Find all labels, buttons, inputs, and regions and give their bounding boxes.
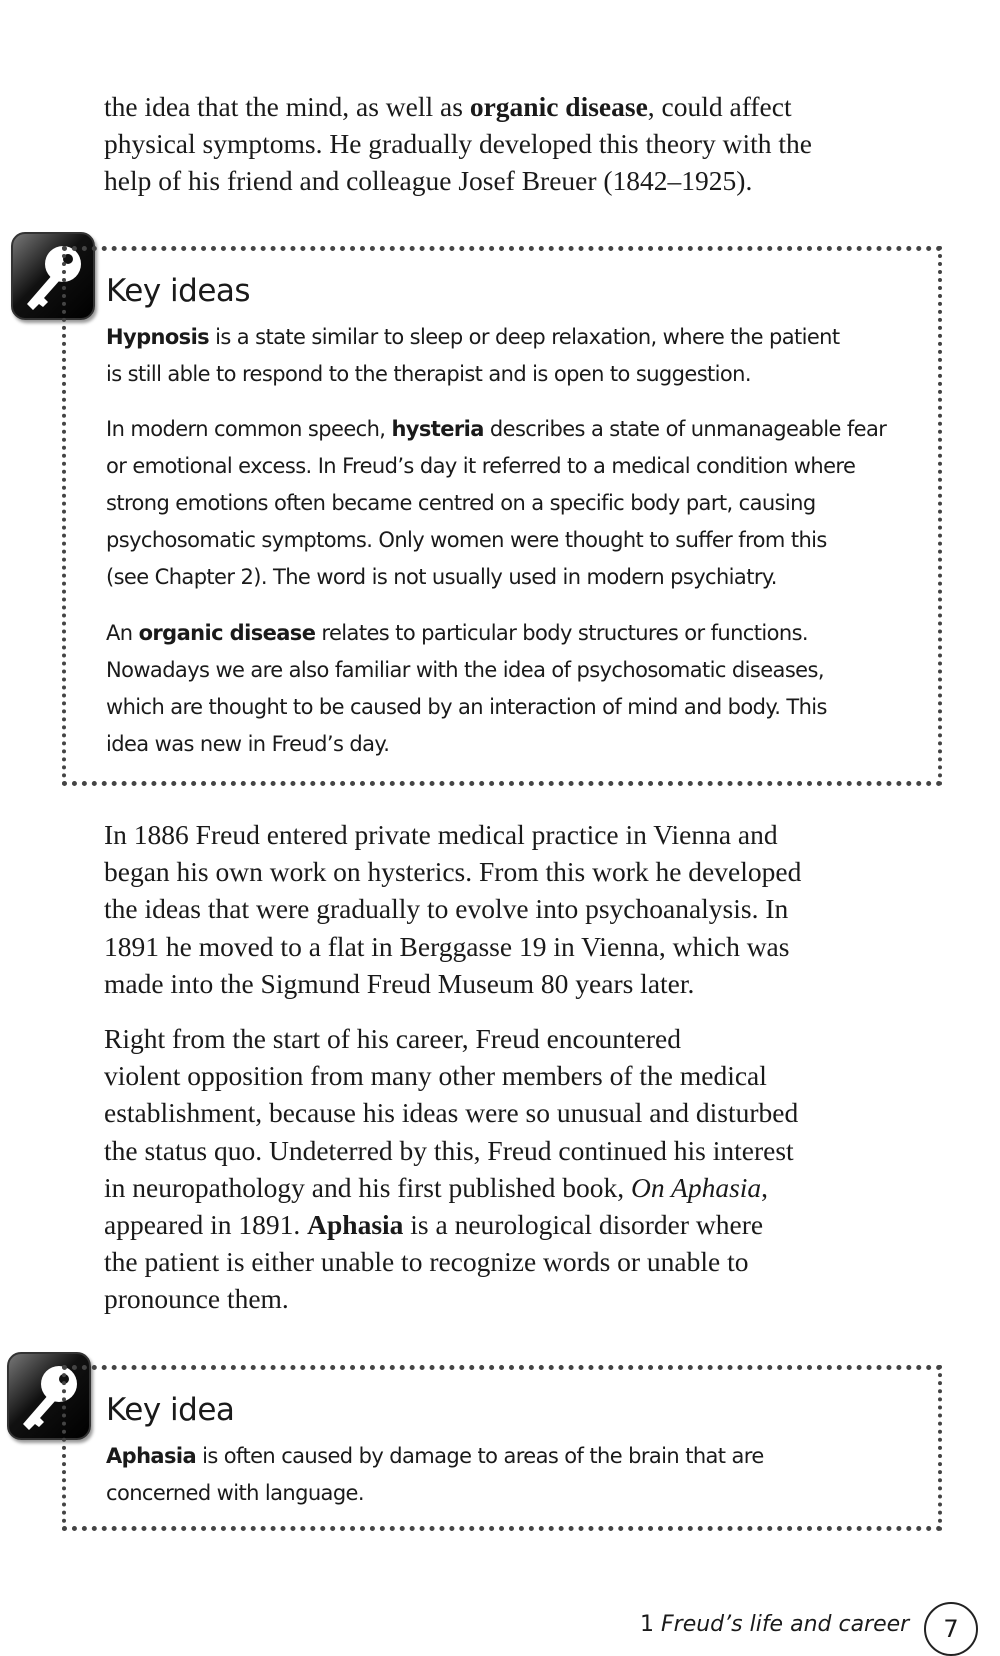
text-segment: or emotional excess. In Freud’s day it referred to a medical condition where (106, 454, 856, 478)
text-segment: relates to particular body structures or functions. (315, 621, 808, 645)
text-line (106, 689, 926, 726)
text-line (104, 1094, 924, 1131)
text-segment: is a state similar to sleep or deep relaxation, where the patient (209, 325, 840, 349)
text-segment: appeared in 1891. (104, 1209, 308, 1241)
text-segment: the patient is either unable to recognize words or unable to (104, 1246, 749, 1278)
text-segment: is still able to respond to the therapist and is open to suggestion. (106, 362, 751, 386)
text-line (104, 1206, 924, 1243)
text-line (106, 1475, 926, 1512)
hypnosis-definition (106, 319, 926, 393)
text-segment: the status quo. Undeterred by this, Freud continued his interest (104, 1134, 794, 1166)
text-line (104, 1057, 924, 1094)
text-line (106, 356, 926, 393)
text-line (104, 125, 924, 162)
hysteria-definition (106, 411, 926, 596)
key-idea-box (62, 1365, 942, 1531)
emphasized-term: organic disease (469, 91, 648, 122)
text-line (104, 1020, 924, 1057)
text-line: began his own work on hysterics. From this work he developed (104, 856, 802, 888)
text-line (106, 522, 926, 559)
text-segment: is often caused by damage to areas of the brain that are (196, 1444, 764, 1468)
emphasized-term: Hypnosis (106, 325, 210, 349)
text-segment: establishment, because his ideas were so unusual and disturbed (104, 1097, 799, 1129)
key-ideas-heading: Key ideas (106, 273, 251, 309)
private-practice-paragraph (104, 816, 924, 1002)
text-segment: In modern common speech, (106, 417, 392, 441)
text-line (106, 652, 926, 689)
opposition-paragraph (104, 1020, 924, 1318)
page-number: 7 (924, 1602, 978, 1656)
intro-paragraph (104, 88, 924, 200)
text-line (106, 319, 926, 356)
text-segment: Right from the start of his career, Freud encountered (104, 1023, 681, 1054)
text-line: made into the Sigmund Freud Museum 80 years later. (104, 967, 695, 999)
text-line (104, 1243, 924, 1280)
text-line (104, 162, 924, 199)
text-segment: physical symptoms. He gradually developed this theory with the (104, 128, 812, 160)
text-line (106, 615, 926, 652)
text-line (104, 88, 924, 125)
text-line (106, 485, 926, 522)
text-segment: psychosomatic symptoms. Only women were thought to suffer from this (106, 528, 827, 552)
text-line (106, 1438, 926, 1475)
key-ideas-box (62, 246, 942, 786)
text-segment: (see Chapter 2). The word is not usually used in modern psychiatry. (106, 565, 777, 589)
text-segment: idea was new in Freud’s day. (106, 732, 390, 756)
text-line: 1891 he moved to a flat in Berggasse 19 in Vienna, which was (104, 930, 790, 962)
emphasized-term: organic disease (138, 621, 316, 645)
chapter-number: 1 (640, 1612, 654, 1637)
text-line: the ideas that were gradually to evolve into psychoanalysis. In (104, 893, 789, 925)
text-segment: , could affect (647, 91, 792, 122)
emphasized-term: Aphasia (106, 1444, 197, 1468)
text-segment: , (761, 1171, 769, 1203)
text-line (104, 1169, 924, 1206)
text-segment: pronounce them. (104, 1283, 289, 1315)
aphasia-definition (106, 1438, 926, 1512)
text-segment: concerned with language. (106, 1481, 364, 1505)
emphasized-term: hysteria (391, 417, 484, 441)
text-line (106, 559, 926, 596)
text-segment: strong emotions often became centred on a specific body part, causing (106, 491, 816, 515)
organic-disease-definition (106, 615, 926, 763)
emphasized-term: Aphasia (307, 1209, 404, 1241)
text-segment: violent opposition from many other members of the medical (104, 1060, 767, 1092)
text-segment: An (106, 621, 139, 645)
text-line (104, 1132, 924, 1169)
text-line (106, 411, 926, 448)
text-segment: help of his friend and colleague Josef Breuer (1842–1925). (104, 165, 753, 197)
emphasized-term: On Aphasia (631, 1171, 762, 1203)
key-idea-heading: Key idea (106, 1392, 235, 1428)
text-line: In 1886 Freud entered private medical practice in Vienna and (104, 819, 778, 850)
text-segment: Nowadays we are also familiar with the idea of psychosomatic diseases, (106, 658, 824, 682)
text-line (104, 1280, 924, 1317)
text-segment: the idea that the mind, as well as (104, 91, 470, 122)
text-segment: describes a state of unmanageable fear (483, 417, 887, 441)
text-line (106, 448, 926, 485)
text-segment: in neuropathology and his first published book, (104, 1171, 632, 1203)
text-segment: which are thought to be caused by an interaction of mind and body. This (106, 695, 827, 719)
running-footer (640, 1612, 909, 1637)
text-line (106, 726, 926, 763)
chapter-title: Freud’s life and career (661, 1612, 910, 1637)
text-segment: is a neurological disorder where (403, 1209, 764, 1241)
